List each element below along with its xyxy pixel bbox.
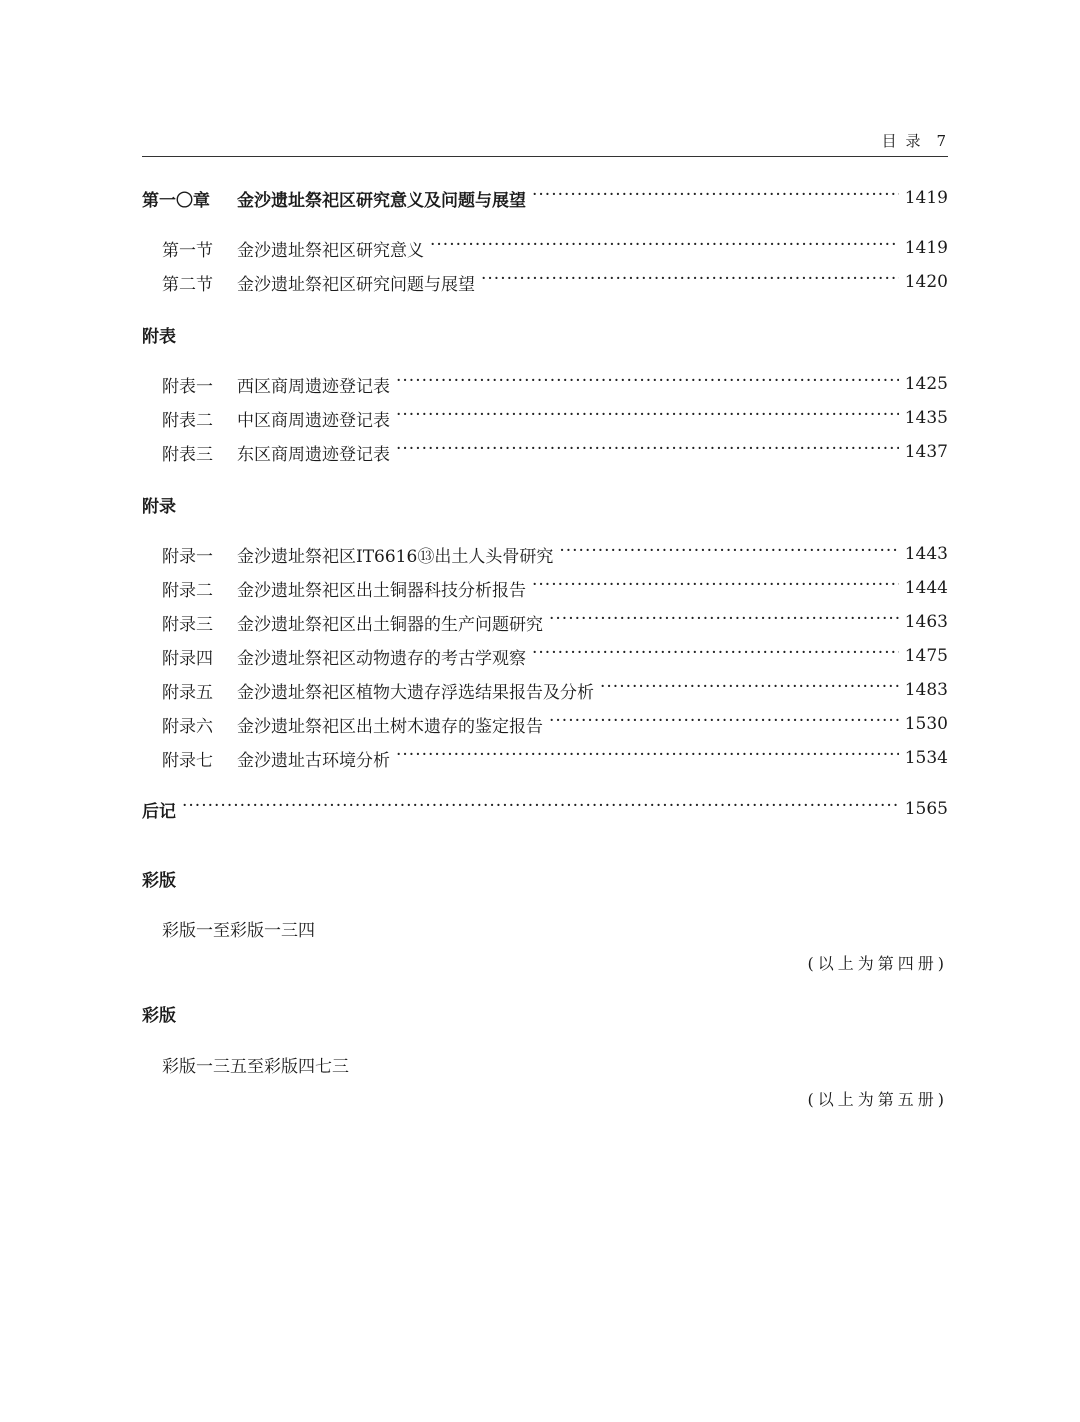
appendix-page: 1475 bbox=[904, 646, 948, 666]
leader-dots bbox=[532, 185, 899, 211]
appendix-page: 1483 bbox=[904, 680, 948, 700]
table-title: 西区商周遗迹登记表 bbox=[237, 376, 390, 397]
section-page: 1420 bbox=[904, 272, 948, 292]
leader-dots bbox=[532, 643, 899, 669]
table-page: 1435 bbox=[904, 408, 948, 428]
plates-heading-vol4: 彩版 bbox=[142, 871, 176, 891]
leader-dots bbox=[600, 677, 899, 703]
appendix-page: 1444 bbox=[904, 578, 948, 598]
leader-dots bbox=[396, 439, 899, 465]
toc-appendix-4[interactable] bbox=[162, 643, 948, 669]
appendix-title: 金沙遗址祭祀区出土铜器科技分析报告 bbox=[237, 580, 526, 601]
toc-chapter-10[interactable] bbox=[142, 185, 948, 211]
running-header bbox=[142, 128, 948, 157]
leader-dots bbox=[182, 796, 899, 822]
plates-range-vol5[interactable]: 彩版一三五至彩版四七三 bbox=[162, 1057, 349, 1077]
appendix-number: 附录二 bbox=[162, 580, 213, 601]
toc-afterword[interactable] bbox=[142, 796, 948, 822]
leader-dots bbox=[532, 575, 899, 601]
volume-note-5: (以上为第五册) bbox=[807, 1090, 948, 1109]
toc-appendix-3[interactable] bbox=[162, 609, 948, 635]
toc-table-3[interactable] bbox=[162, 439, 948, 465]
running-header-text bbox=[868, 130, 948, 151]
afterword-title: 后记 bbox=[142, 801, 176, 822]
header-section-title: 目 录 bbox=[881, 132, 923, 150]
leader-dots bbox=[396, 745, 899, 771]
chapter-title: 金沙遗址祭祀区研究意义及问题与展望 bbox=[237, 190, 526, 211]
leader-dots bbox=[481, 269, 899, 295]
leader-dots bbox=[559, 541, 898, 567]
toc-table-2[interactable] bbox=[162, 405, 948, 431]
table-number: 附表三 bbox=[162, 444, 213, 465]
toc-appendix-2[interactable] bbox=[162, 575, 948, 601]
table-page: 1437 bbox=[904, 442, 948, 462]
leader-dots bbox=[396, 405, 899, 431]
toc-section-1[interactable] bbox=[162, 235, 948, 261]
chapter-page: 1419 bbox=[904, 188, 948, 208]
section-number: 第一节 bbox=[162, 240, 213, 261]
toc-section-2[interactable] bbox=[162, 269, 948, 295]
appendix-page: 1530 bbox=[904, 714, 948, 734]
header-page-number: 7 bbox=[936, 132, 948, 150]
leader-dots bbox=[549, 711, 899, 737]
appendix-title: 金沙遗址祭祀区ⅠT6616⑬出土人头骨研究 bbox=[237, 546, 554, 567]
table-page: 1425 bbox=[904, 374, 948, 394]
leader-dots bbox=[430, 235, 899, 261]
appendix-page: 1443 bbox=[904, 544, 948, 564]
plates-range-vol4[interactable]: 彩版一至彩版一三四 bbox=[162, 921, 315, 941]
leader-dots bbox=[396, 371, 899, 397]
appendix-page: 1534 bbox=[904, 748, 948, 768]
appendix-number: 附录三 bbox=[162, 614, 213, 635]
appendix-number: 附录一 bbox=[162, 546, 213, 567]
appendix-number: 附录四 bbox=[162, 648, 213, 669]
leader-dots bbox=[549, 609, 899, 635]
volume-note-4: (以上为第四册) bbox=[807, 954, 948, 973]
table-title: 东区商周遗迹登记表 bbox=[237, 444, 390, 465]
toc-appendix-5[interactable] bbox=[162, 677, 948, 703]
toc-appendix-1[interactable] bbox=[162, 541, 948, 567]
table-number: 附表二 bbox=[162, 410, 213, 431]
table-number: 附表一 bbox=[162, 376, 213, 397]
chapter-number: 第一〇章 bbox=[142, 190, 210, 211]
appendix-title: 金沙遗址祭祀区植物大遗存浮选结果报告及分析 bbox=[237, 682, 594, 703]
appendices-heading: 附录 bbox=[142, 497, 176, 517]
section-number: 第二节 bbox=[162, 274, 213, 295]
afterword-page: 1565 bbox=[904, 799, 948, 819]
plates-heading-vol5: 彩版 bbox=[142, 1006, 176, 1026]
appendix-title: 金沙遗址祭祀区出土铜器的生产问题研究 bbox=[237, 614, 543, 635]
appendix-title: 金沙遗址古环境分析 bbox=[237, 750, 390, 771]
toc-appendix-7[interactable] bbox=[162, 745, 948, 771]
appendix-title: 金沙遗址祭祀区动物遗存的考古学观察 bbox=[237, 648, 526, 669]
appendix-number: 附录七 bbox=[162, 750, 213, 771]
toc-table-1[interactable] bbox=[162, 371, 948, 397]
table-title: 中区商周遗迹登记表 bbox=[237, 410, 390, 431]
appendix-number: 附录五 bbox=[162, 682, 213, 703]
section-title: 金沙遗址祭祀区研究问题与展望 bbox=[237, 274, 475, 295]
toc-appendix-6[interactable] bbox=[162, 711, 948, 737]
section-page: 1419 bbox=[904, 238, 948, 258]
appendix-page: 1463 bbox=[904, 612, 948, 632]
appendix-number: 附录六 bbox=[162, 716, 213, 737]
tables-heading: 附表 bbox=[142, 327, 176, 347]
section-title: 金沙遗址祭祀区研究意义 bbox=[237, 240, 424, 261]
appendix-title: 金沙遗址祭祀区出土树木遗存的鉴定报告 bbox=[237, 716, 543, 737]
